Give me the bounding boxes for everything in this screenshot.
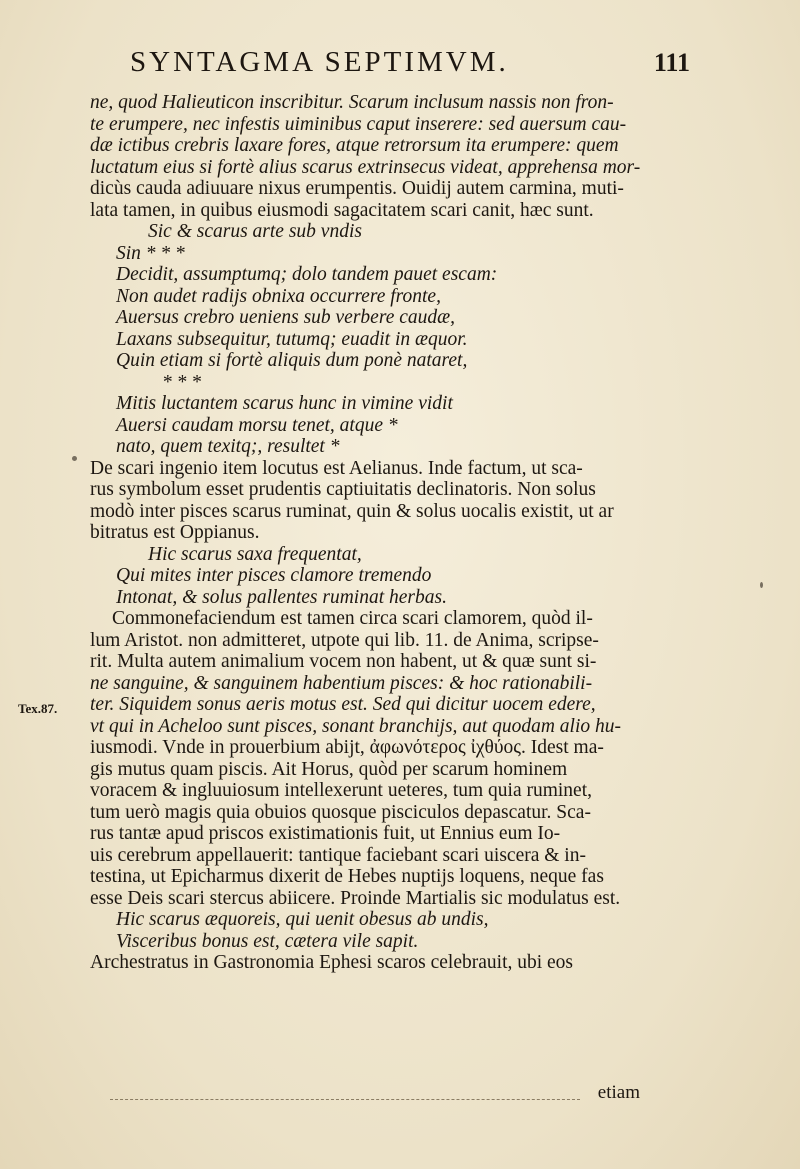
text-line: De scari ingenio item locutus est Aelianus. Inde factum, ut sca- xyxy=(90,457,583,479)
text-line: iusmodi. Vnde in prouerbium abijt, ἀφωνότερος ἰχθύος. Idest ma- xyxy=(90,737,604,758)
text-line: testina, ut Epicharmus dixerit de Hebes nuptijs loquens, neque fas xyxy=(90,866,604,887)
verse-line: Laxans subsequitur, tutumq; euadit in æquor. xyxy=(116,328,468,350)
text-line: luctatum eius si fortè alius scarus extrinsecus videat, apprehensa mor- xyxy=(90,156,641,178)
verse-line: Decidit, assumptumq; dolo tandem pauet escam: xyxy=(116,264,498,285)
verse-line: Sic & scarus arte sub vndis xyxy=(148,221,362,242)
text-line: rus tantæ apud priscos existimationis fuit, ut Ennius eum Io- xyxy=(90,823,561,844)
verse-line: Sin * * * xyxy=(116,242,185,264)
text-line: te erumpere, nec infestis uiminibus caput inserere: sed auersum cau- xyxy=(90,113,627,135)
ink-spot xyxy=(760,582,763,588)
verse-line: Auersi caudam morsu tenet, atque * xyxy=(116,414,398,436)
text-line: esse Deis scari stercus abiicere. Proinde Martialis sic modulatus est. xyxy=(90,887,621,909)
bottom-rule xyxy=(110,1099,580,1100)
verse-line: Hic scarus saxa frequentat, xyxy=(148,543,362,565)
verse-line: Quin etiam si fortè aliquis dum ponè nataret, xyxy=(116,350,468,371)
margin-note: Tex.87. xyxy=(18,701,58,716)
text-line: ter. Siquidem sonus aeris motus est. Sed qui dicitur uocem edere, xyxy=(90,694,596,715)
text-line: gis mutus quam piscis. Ait Horus, quòd per scarum hominem xyxy=(90,758,568,780)
text-line: ne sanguine, & sanguinem habentium pisces: & hoc rationabili- xyxy=(90,672,593,694)
running-header xyxy=(130,40,690,84)
ink-spot xyxy=(72,456,77,461)
verse-line: Qui mites inter pisces clamore tremendo xyxy=(116,565,432,586)
text-line: rus symbolum esset prudentis captiuitatis declinatoris. Non solus xyxy=(90,479,596,500)
text-line: uis cerebrum appellauerit: tantique faciebant scari uiscera & in- xyxy=(90,844,586,866)
text-line: Commonefaciendum est tamen circa scari clamorem, quòd il- xyxy=(112,608,593,629)
verse-line: Hic scarus æquoreis, qui uenit obesus ab undis, xyxy=(116,909,489,930)
text-line: Archestratus in Gastronomia Ephesi scaros celebrauit, ubi eos xyxy=(90,952,574,973)
text-line: dæ ictibus crebris laxare fores, atque retrorsum ita erumpere: quem xyxy=(90,135,619,156)
catchword: etiam xyxy=(597,1082,640,1103)
text-line: ne, quod Halieuticon inscribitur. Scarum inclusum nassis non fron- xyxy=(90,92,614,113)
verse-line: Auersus crebro ueniens sub verbere caudæ, xyxy=(116,307,456,328)
verse-line: Mitis luctantem scarus hunc in vimine vidit xyxy=(116,393,453,414)
text-line: dicùs cauda adiuuare nixus erumpentis. Ouidij autem carmina, muti- xyxy=(90,178,624,199)
verse-line: Non audet radijs obnixa occurrere fronte, xyxy=(116,285,441,307)
text-line: lata tamen, in quibus eiusmodi sagacitatem scari canit, hæc sunt. xyxy=(90,199,594,221)
page-number: 111 xyxy=(653,48,690,77)
text-line: tum uerò magis quia obuios quosque pisciculos depascatur. Sca- xyxy=(90,801,591,823)
text-line: lum Aristot. non admitteret, utpote qui lib. 11. de Anima, scripse- xyxy=(90,629,599,651)
text-line: voracem & ingluuiosum intellexerunt ueteres, tum quia ruminet, xyxy=(90,780,593,801)
verse-line: nato, quem texitq;, resultet * xyxy=(116,436,340,457)
running-title: SYNTAGMA SEPTIMVM. xyxy=(130,46,509,78)
text-line: bitratus est Oppianus. xyxy=(90,522,260,543)
verse-line: Intonat, & solus pallentes ruminat herbas. xyxy=(116,586,447,608)
verse-line: Visceribus bonus est, cætera vile sapit. xyxy=(116,930,419,952)
text-line: rit. Multa autem animalium vocem non habent, ut & quæ sunt si- xyxy=(90,651,597,672)
text-line: vt qui in Acheloo sunt pisces, sonant branchijs, aut quodam alio hu- xyxy=(90,715,621,737)
main-text xyxy=(90,92,672,974)
verse-line: * * * xyxy=(162,371,201,393)
text-line: modò inter pisces scarus ruminat, quin & solus uocalis existit, ut ar xyxy=(90,500,614,522)
